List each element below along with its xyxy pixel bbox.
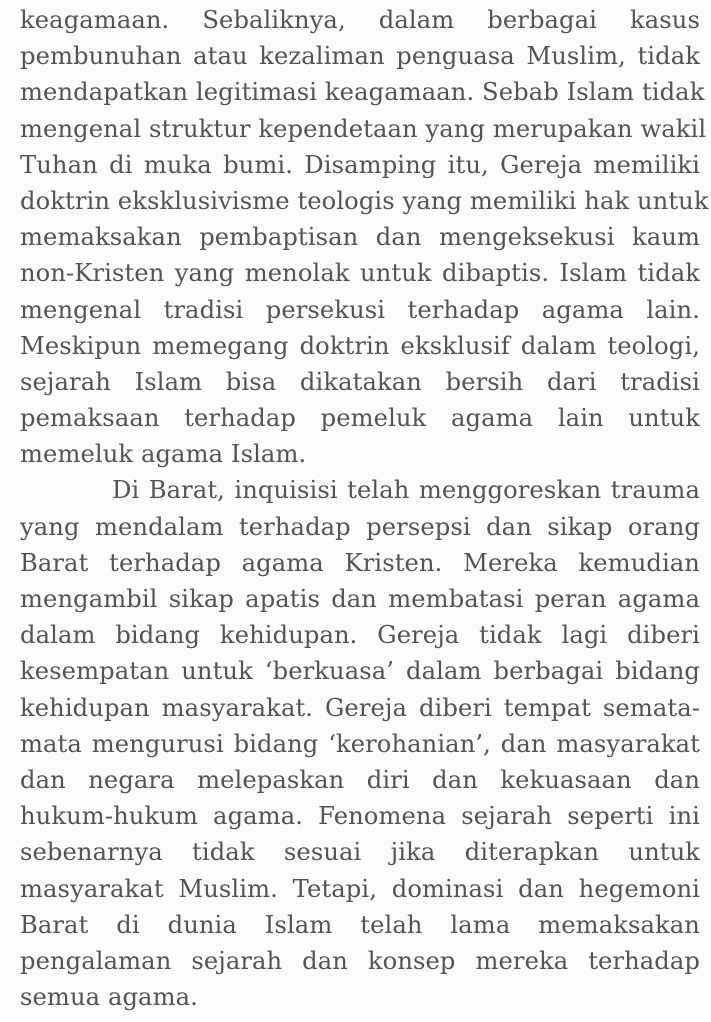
text-line: mendapatkan legitimasi keagamaan. Sebab Islam tidak bbox=[20, 78, 705, 107]
text-line: keagamaan. Sebaliknya, dalam berbagai kasus bbox=[20, 6, 700, 34]
text-line: hukum-hukum agama. Fenomena sejarah seperti ini bbox=[20, 802, 700, 831]
text-line: dan negara melepaskan diri dan kekuasaan dan bbox=[20, 765, 700, 794]
text-line-indented: Di Barat, inquisisi telah menggoreskan trauma bbox=[112, 476, 700, 505]
text-line: non-Kristen yang menolak untuk dibaptis. Islam tidak bbox=[20, 259, 700, 288]
text-line: Barat di dunia Islam telah lama memaksakan bbox=[20, 910, 700, 939]
document-body bbox=[20, 0, 709, 1013]
text-line: Meskipun memegang doktrin eksklusif dalam teologi, bbox=[20, 331, 700, 360]
text-line: pembunuhan atau kezaliman penguasa Muslim, tidak bbox=[20, 42, 700, 71]
text-line: memeluk agama Islam. bbox=[20, 440, 307, 469]
text-line: dalam bidang kehidupan. Gereja tidak lagi diberi bbox=[20, 621, 700, 650]
text-line: mengenal tradisi persekusi terhadap agama lain. bbox=[20, 295, 700, 324]
text-line: semua agama. bbox=[20, 983, 198, 1012]
text-line: masyarakat Muslim. Tetapi, dominasi dan hegemoni bbox=[20, 874, 700, 903]
text-line: doktrin eksklusivisme teologis yang memiliki hak untuk bbox=[20, 186, 709, 215]
text-line: Tuhan di muka bumi. Disamping itu, Gereja memiliki bbox=[20, 150, 700, 179]
text-line: mengenal struktur kependetaan yang merupakan wakil bbox=[20, 114, 707, 143]
text-line: pengalaman sejarah dan konsep mereka terhadap bbox=[20, 946, 700, 975]
text-line: sebenarnya tidak sesuai jika diterapkan untuk bbox=[20, 838, 700, 867]
text-line: Barat terhadap agama Kristen. Mereka kemudian bbox=[20, 548, 700, 577]
text-line: pemaksaan terhadap pemeluk agama lain untuk bbox=[20, 404, 700, 433]
text-line: sejarah Islam bisa dikatakan bersih dari tradisi bbox=[20, 367, 700, 396]
text-line: kehidupan masyarakat. Gereja diberi tempat semata- bbox=[20, 693, 700, 722]
text-line: yang mendalam terhadap persepsi dan sikap orang bbox=[20, 512, 700, 541]
text-line: kesempatan untuk ‘berkuasa’ dalam berbagai bidang bbox=[20, 657, 700, 686]
text-line: mengambil sikap apatis dan membatasi peran agama bbox=[20, 585, 700, 613]
text-line: mata mengurusi bidang ‘kerohanian’, dan masyarakat bbox=[20, 729, 700, 758]
text-line: memaksakan pembaptisan dan mengeksekusi kaum bbox=[20, 223, 700, 252]
